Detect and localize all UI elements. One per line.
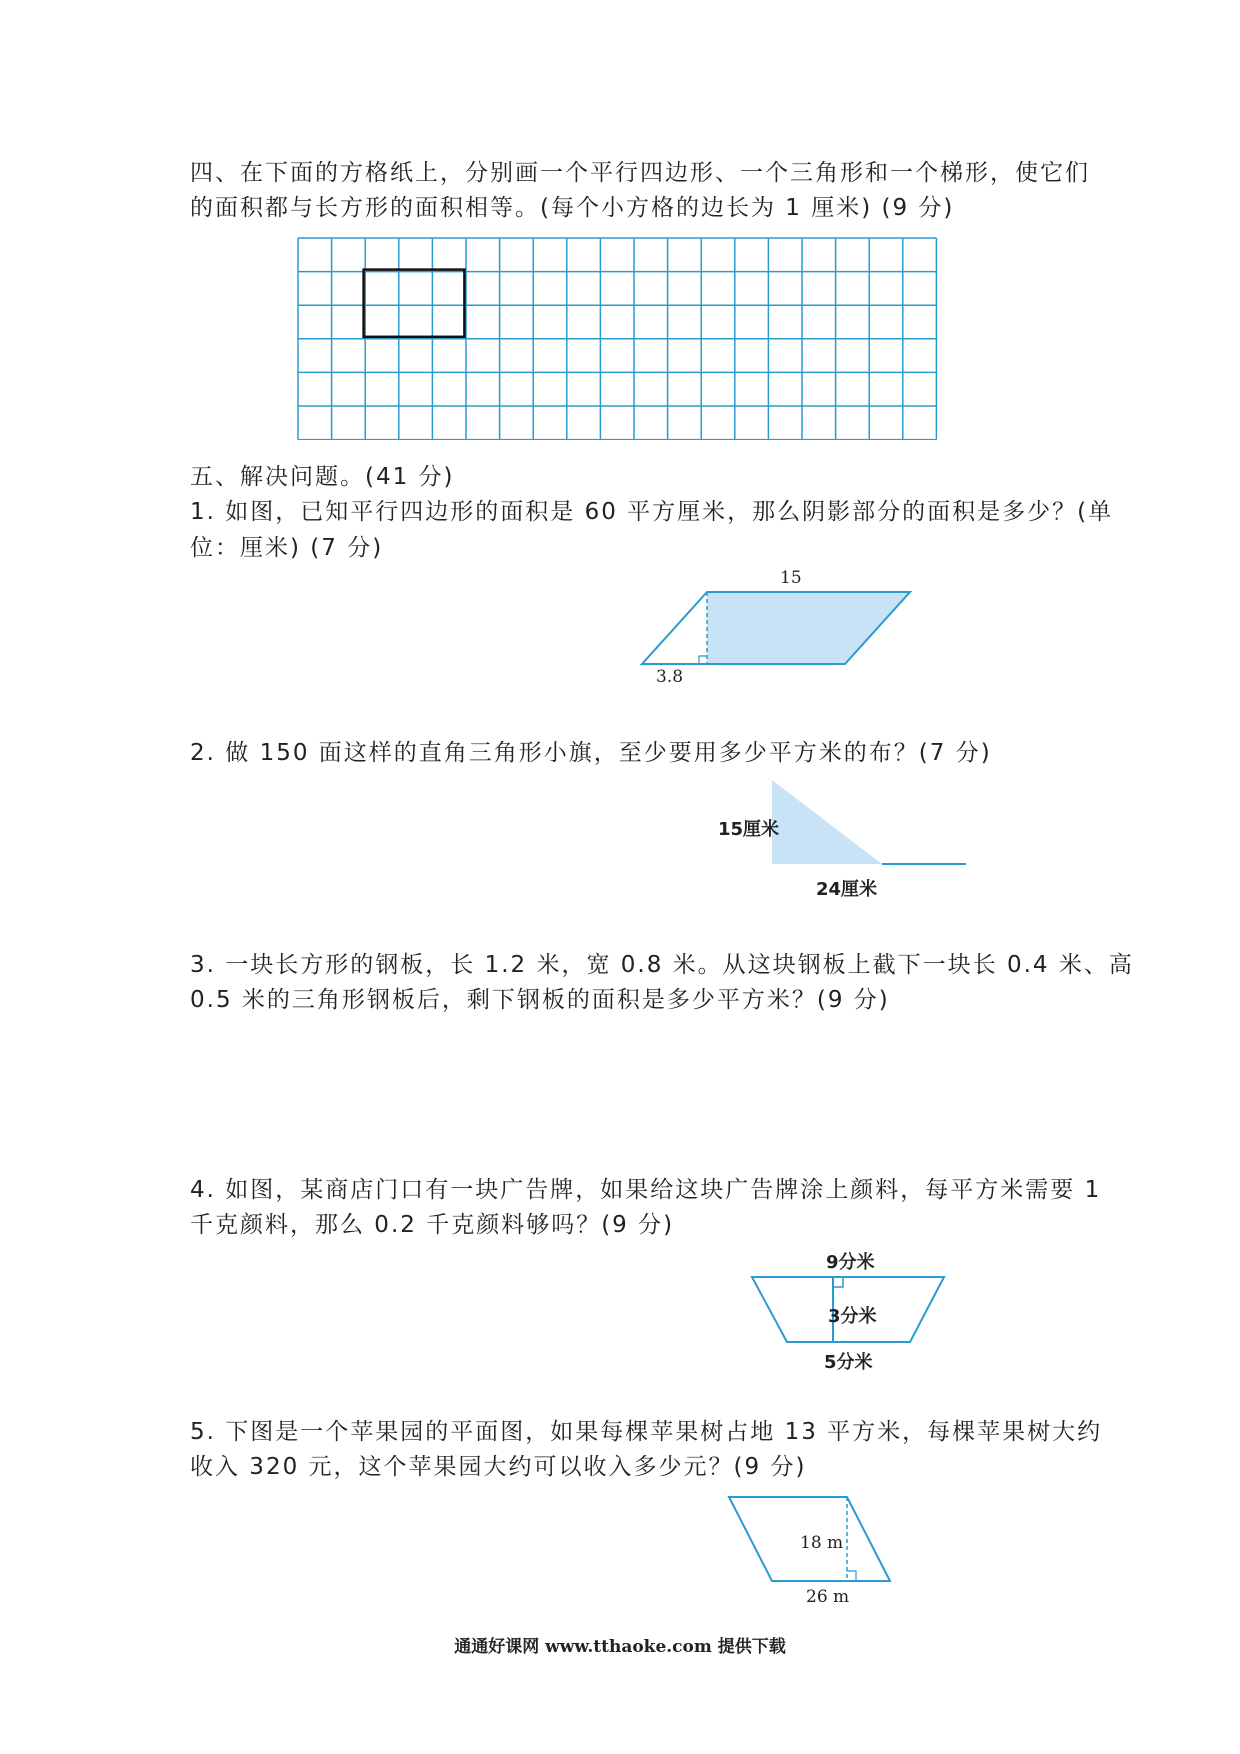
q1-label-top: 15: [780, 568, 802, 588]
q4-label-height: 3分米: [828, 1306, 877, 1327]
q2-right-triangle: [772, 780, 882, 864]
q1-parallelogram-figure: [640, 590, 920, 670]
section5-heading: 五、解决问题。(41 分): [190, 464, 455, 490]
q4-right-angle-mark: [833, 1277, 843, 1287]
q5-right-angle-mark: [847, 1571, 856, 1581]
section4-text-line1: 四、在下面的方格纸上，分别画一个平行四边形、一个三角形和一个梯形，使它们: [190, 160, 1090, 186]
grid-paper: [296, 236, 940, 440]
q4-text-line2: 千克颜料，那么 0.2 千克颜料够吗？(9 分): [190, 1212, 675, 1238]
q3-text-line1: 3. 一块长方形的钢板，长 1.2 米，宽 0.8 米。从这块钢板上截下一块长 0.4 米、高: [190, 952, 1134, 978]
q5-text-line1: 5. 下图是一个苹果园的平面图，如果每棵苹果树占地 13 平方米，每棵苹果树大约: [190, 1419, 1103, 1445]
q5-label-base: 26 m: [806, 1587, 850, 1607]
q2-text-line1: 2. 做 150 面这样的直角三角形小旗，至少要用多少平方米的布？(7 分): [190, 740, 992, 766]
q4-label-top: 9分米: [826, 1252, 875, 1273]
q1-right-angle-mark: [699, 656, 707, 664]
q5-text-line2: 收入 320 元，这个苹果园大约可以收入多少元？(9 分): [190, 1454, 807, 1480]
section4-text-line2: 的面积都与长方形的面积相等。(每个小方格的边长为 1 厘米) (9 分): [190, 195, 955, 221]
q2-label-base: 24厘米: [816, 879, 878, 900]
reference-rectangle: [364, 270, 465, 337]
q5-label-height: 18 m: [800, 1533, 844, 1553]
q1-label-bottom: 3.8: [656, 667, 684, 687]
page-footer: 通通好课网 www.tthaoke.com 提供下载: [454, 1637, 786, 1657]
q2-triangle-figure: [770, 778, 970, 868]
q4-label-bottom: 5分米: [824, 1352, 873, 1373]
q1-text-line2: 位：厘米) (7 分): [190, 535, 384, 561]
q1-shaded-region: [707, 592, 910, 664]
q2-label-height: 15厘米: [718, 819, 780, 840]
q3-text-line2: 0.5 米的三角形钢板后，剩下钢板的面积是多少平方米？(9 分): [190, 987, 890, 1013]
q4-text-line1: 4. 如图，某商店门口有一块广告牌，如果给这块广告牌涂上颜料，每平方米需要 1: [190, 1177, 1102, 1203]
grid-lines: [298, 238, 936, 440]
q1-text-line1: 1. 如图，已知平行四边形的面积是 60 平方厘米，那么阴影部分的面积是多少？(单: [190, 499, 1114, 525]
